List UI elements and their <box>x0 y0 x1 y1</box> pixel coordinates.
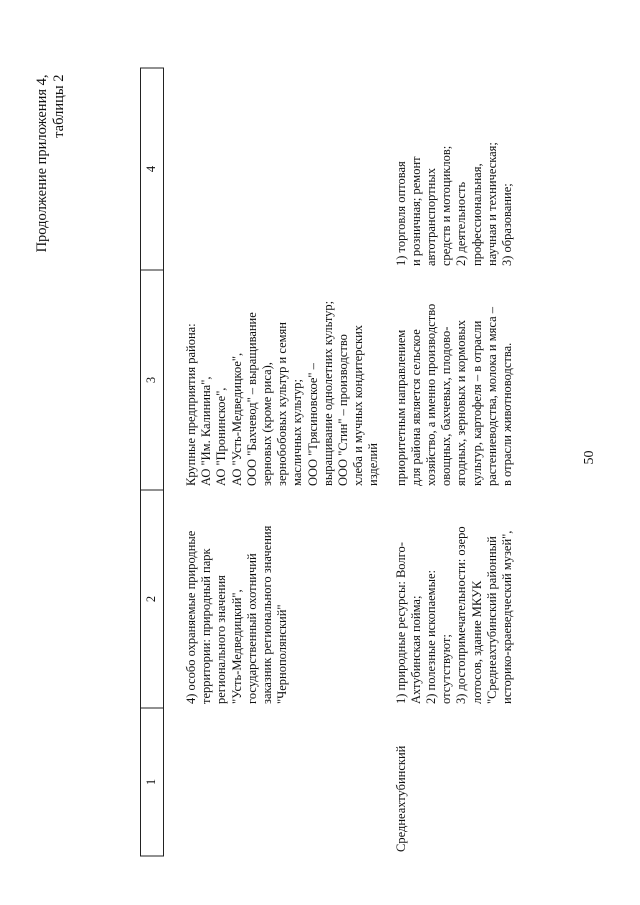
table-row <box>382 68 516 856</box>
cell-text-line: зернобобовых культур и семян <box>275 322 290 486</box>
cell-text-line: "Чернополянский" <box>275 604 290 704</box>
cell-text-line: овощных, бахчевых, плодово- <box>439 326 454 486</box>
cell-text-line: изделий <box>366 443 381 486</box>
cell-text-line: научная и техническая; <box>484 142 499 266</box>
cell-text-line: 3) образование; <box>500 183 515 266</box>
cell-text-line: растениеводства, молока и мяса – <box>484 306 499 486</box>
cell-text-line: 3) достопримечательности: озеро <box>454 526 469 704</box>
column-header-4: 4 <box>141 68 164 270</box>
cell-text-line: 1) природные ресурсы: Волго- <box>393 542 408 704</box>
column-header-1: 1 <box>141 708 164 856</box>
cell-text-line: для района является сельское <box>408 329 423 486</box>
cell-col-4 <box>382 68 516 270</box>
column-number-row <box>141 68 164 856</box>
table-row <box>164 68 382 856</box>
cell-text-line: регионального значения <box>214 575 229 704</box>
cell-text-line: приоритетным направлением <box>393 329 408 486</box>
cell-col-4 <box>164 68 382 270</box>
cell-text-line: 2) полезные ископаемые: <box>424 570 439 704</box>
cell-text-line: масличных культур; <box>290 379 305 486</box>
cell-text-line: историко-краеведческий музей", <box>500 530 515 704</box>
cell-col-3 <box>382 270 516 490</box>
cell-text-line: 4) особо охраняемые природные <box>184 530 198 704</box>
cell-text-line: территории: природный парк <box>199 548 214 704</box>
cell-text-line: АО "Усть-Медведицкое", <box>229 352 244 486</box>
column-header-3: 3 <box>141 270 164 490</box>
cell-text-line: зерновых (кроме риса), <box>260 362 275 486</box>
cell-text-line: и розничная; ремонт <box>408 156 423 266</box>
page-number: 50 <box>582 450 597 465</box>
cell-col-3 <box>164 270 382 490</box>
cell-text-line: культур, картофеля – в отрасли <box>469 320 484 486</box>
cell-text-line: ООО "Стин" – производство <box>336 334 351 486</box>
cell-text-line: Крупные предприятия района: <box>184 323 198 486</box>
cell-text-line: АО "Им. Калинина", <box>199 376 214 486</box>
cell-text-line: лотосов, здание МКУК <box>469 580 484 704</box>
heading-line-2: таблицы 2 <box>51 74 67 138</box>
cell-col-1 <box>164 708 382 856</box>
cell-text-line: 2) деятельность <box>454 181 469 266</box>
cell-text-line: ООО "Бахчевод" – выращивание <box>244 312 259 486</box>
cell-text-line: автотранспортных <box>424 168 439 266</box>
cell-text-line: средств и мотоциклов; <box>439 145 454 266</box>
cell-col-1 <box>382 708 516 856</box>
cell-text-line: Ахтубинская пойма; <box>408 595 423 704</box>
cell-text-line: ягодных, зерновых и кормовых <box>454 319 469 486</box>
cell-text-line: в отрасли животноводства. <box>500 342 515 486</box>
cell-text-line: государственный охотничий <box>244 553 259 704</box>
cell-text-line: заказник регионального значения <box>260 525 275 704</box>
cell-text-line: ООО "Трясиновское" – <box>305 363 320 486</box>
column-header-2: 2 <box>141 490 164 708</box>
heading-line-1: Продолжение приложения 4, <box>34 74 50 253</box>
cell-text-line: 1) торговля оптовая <box>393 161 408 266</box>
appendix-heading <box>34 75 68 253</box>
cell-col-2 <box>164 490 382 708</box>
cell-text-line: "Усть-Медведицкий", <box>229 589 244 704</box>
cell-text-line: "Среднеахтубинский районный <box>484 536 499 704</box>
cell-text-line: хозяйство, а именно производство <box>424 303 439 486</box>
appendix-table <box>140 68 515 857</box>
cell-text-line: профессиональная, <box>469 163 484 266</box>
district-name: Среднеахтубинский <box>393 745 408 852</box>
cell-text-line: отсутствуют; <box>439 634 454 704</box>
cell-text-line: АО "Пронинское", <box>214 387 229 486</box>
cell-text-line: хлеба и мучных кондитерских <box>351 324 366 486</box>
cell-col-2 <box>382 490 516 708</box>
cell-text-line: выращивание однолетних культур; <box>320 300 335 486</box>
